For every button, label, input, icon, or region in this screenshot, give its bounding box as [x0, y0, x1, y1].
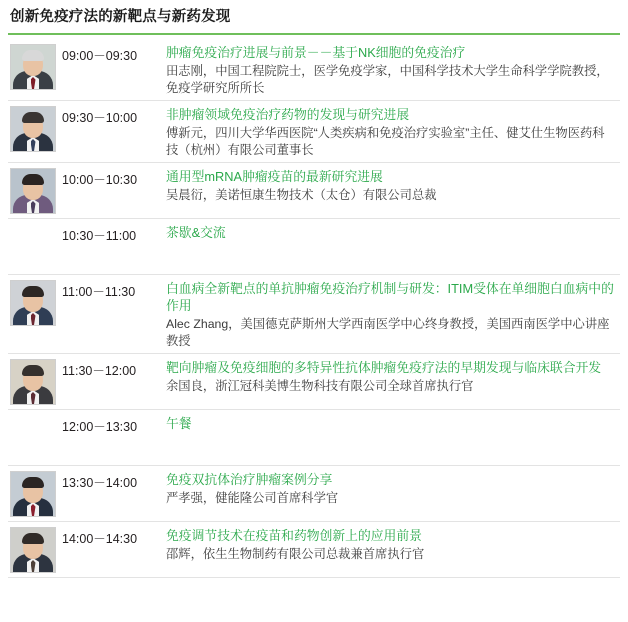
- session-time: 10:00－10:30: [62, 173, 138, 187]
- session-speaker: 吴晨衍，美诺恒康生物技术（太仓）有限公司总裁: [166, 188, 437, 202]
- agenda-row: [8, 163, 620, 219]
- session-detail: [166, 168, 620, 204]
- session-title: 非肿瘤领域免疫治疗药物的发现与研究进展: [166, 107, 410, 122]
- speaker-photo: [10, 106, 56, 152]
- session-speaker: 田志刚，中国工程院院士，医学免疫学家，中国科学技术大学生命科学学院教授，免疫学研究所所长: [166, 64, 609, 95]
- session-title: 午餐: [166, 416, 192, 431]
- session-time: 12:00－13:30: [62, 420, 138, 434]
- session-detail: [166, 224, 620, 241]
- session-detail: [166, 280, 620, 349]
- agenda-row: [8, 275, 620, 354]
- session-time: 09:00－09:30: [62, 49, 138, 63]
- session-title: 靶向肿瘤及免疫细胞的多特异性抗体肿瘤免疫疗法的早期发现与临床联合开发: [166, 360, 602, 375]
- agenda-row: [8, 101, 620, 163]
- speaker-photo-placeholder: [10, 224, 56, 270]
- agenda-row: [8, 522, 620, 578]
- session-detail: [166, 44, 620, 96]
- speaker-photo-cell: [8, 471, 62, 517]
- session-title: 免疫双抗体治疗肿瘤案例分享: [166, 472, 333, 487]
- agenda-list: [0, 35, 628, 578]
- session-title: 通用型mRNA肿瘤疫苗的最新研究进展: [166, 169, 383, 184]
- session-time: 13:30－14:00: [62, 476, 138, 490]
- speaker-photo: [10, 471, 56, 517]
- session-time: 11:30－12:00: [62, 364, 137, 378]
- session-detail: [166, 106, 620, 158]
- agenda-row: [8, 39, 620, 101]
- speaker-photo: [10, 280, 56, 326]
- speaker-photo: [10, 359, 56, 405]
- agenda-row: [8, 354, 620, 410]
- speaker-photo-cell: [8, 359, 62, 405]
- session-speaker: 严孝强，健能隆公司首席科学官: [166, 491, 339, 505]
- session-detail: [166, 527, 620, 563]
- speaker-photo-cell: [8, 280, 62, 326]
- session-speaker: Alec Zhang，美国德克萨斯州大学西南医学中心终身教授，美国西南医学中心讲座教授: [166, 317, 610, 348]
- session-title: 白血病全新靶点的单抗肿瘤免疫治疗机制与研发：ITIM受体在单细胞白血病中的作用: [166, 281, 614, 313]
- speaker-photo-cell: [8, 527, 62, 573]
- session-detail: [166, 471, 620, 507]
- session-speaker: 余国良，浙江冠科美博生物科技有限公司全球首席执行官: [166, 379, 474, 393]
- session-detail: [166, 415, 620, 432]
- session-detail: [166, 359, 620, 395]
- session-time: 09:30－10:00: [62, 111, 138, 125]
- speaker-photo-cell: [8, 415, 62, 461]
- speaker-photo-cell: [8, 106, 62, 152]
- session-title: 免疫调节技术在疫苗和药物创新上的应用前景: [166, 528, 422, 543]
- agenda-row-break: [8, 219, 620, 275]
- session-speaker: 邵辉，依生生物制药有限公司总裁兼首席执行官: [166, 547, 425, 561]
- session-time: 10:30－11:00: [62, 229, 137, 243]
- session-title: 肿瘤免疫治疗进展与前景－－基于NK细胞的免疫治疗: [166, 45, 466, 60]
- session-speaker: 傅新元，四川大学华西医院“人类疾病和免疫治疗实验室”主任、健艾仕生物医药科技（杭州）有限公司董事长: [166, 126, 605, 157]
- speaker-photo-cell: [8, 224, 62, 270]
- speaker-photo: [10, 527, 56, 573]
- page-header: [0, 0, 628, 30]
- speaker-photo: [10, 168, 56, 214]
- page-title: 创新免疫疗法的新靶点与新药发现: [10, 9, 231, 25]
- speaker-photo-placeholder: [10, 415, 56, 461]
- session-title: 茶歇&交流: [166, 225, 226, 240]
- agenda-row-break: [8, 410, 620, 466]
- speaker-photo-cell: [8, 44, 62, 90]
- session-time: 11:00－11:30: [62, 285, 136, 299]
- session-time: 14:00－14:30: [62, 532, 138, 546]
- speaker-photo-cell: [8, 168, 62, 214]
- agenda-row: [8, 466, 620, 522]
- speaker-photo: [10, 44, 56, 90]
